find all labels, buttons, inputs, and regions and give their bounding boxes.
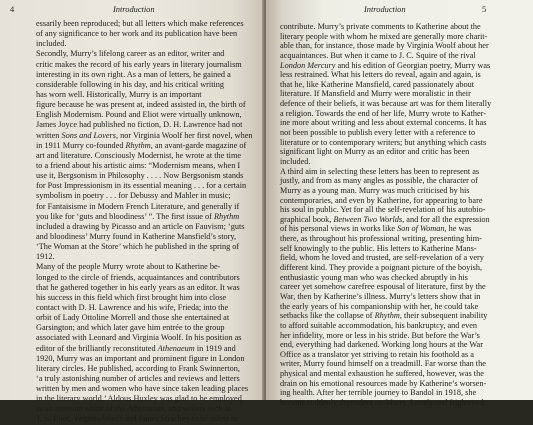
right-page	[266, 0, 533, 407]
text-line: symbolism in poetry . . . for Debussy and Mahler in music;	[36, 191, 231, 201]
text-line: field, whom he loved and trusted, are self-revelation of a very	[280, 253, 484, 263]
text-line: in 1911 Murry co-founded Rhythm, an avant-garde magazine of	[36, 140, 247, 150]
text-line: that he, like Katherine Mansfield, cared passionately about	[280, 79, 475, 89]
page-number-right: 5	[482, 5, 487, 14]
text-line: included.	[280, 156, 311, 166]
text-line: figure because he was present at, indeed assisted in, the birth of	[36, 100, 246, 110]
text-line: there, as throughout his professional writing, presenting him-	[280, 234, 482, 244]
text-line: in the literary world.’ Aldous Huxley was glad to be employed	[36, 394, 242, 404]
text-line: ing health. After her terrible journey to Bandol in 1918, she	[280, 388, 477, 398]
italic-title: Rhythm	[374, 311, 400, 321]
text-line: Many of the people Murry wrote about to Katherine be-	[36, 262, 221, 272]
text-line: ‘a truly astonishing number of articles and reviews and letters	[36, 373, 240, 383]
italic-title: Rhythm	[213, 211, 240, 221]
text-line: ine more about writing and less about external concerns. It has	[280, 118, 487, 128]
text-line: end, everything had darkened. Working long hours at the War	[280, 340, 483, 350]
text-line: English Modernism. Pound and Eliot were virtually unknown,	[36, 110, 242, 120]
running-head-title-right: Introduction	[364, 5, 406, 14]
text-line: Office as a translator yet striving to retain his foothold as a	[280, 349, 474, 359]
text-line: you like for ‘guts and bloodiness’ ”. The first issue of Rhythm	[36, 211, 240, 221]
text-line: significant light on Murry as an editor and critic has been	[280, 147, 470, 157]
text-line: different kind. They provide a poignant picture of the boyish,	[280, 263, 483, 273]
text-line: considerable following in his day, and his critical writing	[36, 79, 225, 89]
text-line: career yet somehow carefree espousal of literature, first by the	[280, 282, 486, 292]
text-line: a religion. Towards the end of her life, Murry wrote to Kather-	[280, 108, 486, 118]
text-line: justly, and from as many angles as possible, the character of	[280, 176, 478, 186]
text-line: Murry as a young man. Murry was much criticised by his	[280, 185, 470, 195]
page-number-left: 4	[10, 5, 15, 14]
text-line: enthusiastic young man who was checked abruptly in his	[280, 272, 468, 282]
left-page	[0, 0, 264, 424]
text-line: London Mercury and his edition of Georgian poetry, Murry was	[280, 60, 491, 70]
text-line: T. S. Eliot, Virginia Woolf and James Strachey to be asked to	[36, 414, 238, 424]
italic-title: Athenaeum	[157, 343, 195, 353]
italic-title: Rhythm	[125, 140, 151, 150]
text-line: setbacks like the collapse of Rhythm, their subsequent inability	[280, 311, 488, 321]
text-line: his success in this field which first brought him into close	[36, 292, 227, 302]
text-line: essarily been reproduced; but all letters which make references	[36, 19, 244, 28]
text-line: her infidelity, more or less in his stride. But before the War’s	[280, 330, 480, 340]
text-line: became suddenly dependent on Murry. Lonely and frightened,	[280, 397, 486, 407]
text-line: literature. If Mansfield and Murry were moralistic in their	[280, 89, 471, 99]
text-line: included.	[36, 39, 67, 49]
text-line: orbit of Lady Ottoline Morrell and those she entertained at	[36, 313, 230, 323]
text-line: to afford suitable accommodation, his bankruptcy, and even	[280, 320, 478, 330]
text-line: Garsington; and which later gave him entrée to the group	[36, 323, 225, 333]
text-line: writer, Murry found himself on a treadmill. Far worse than the	[280, 359, 486, 369]
text-line: ‘The Woman at the Store’ which he published in the spring of	[36, 242, 240, 252]
text-line: art and literature. Consciously Modernist, he wrote at the time	[36, 150, 242, 160]
italic-title: Son of Woman	[397, 224, 445, 234]
text-line: self knowingly to the public. His letters to Katherine Mans-	[280, 243, 477, 253]
text-line: of any significance to her work and its publication have been	[36, 29, 238, 39]
text-line: not been possible to publish every letter with a reference to	[280, 128, 476, 138]
text-line: written by men and women who have since taken leading places	[36, 384, 249, 394]
text-line: and bloodiness’ Murry found in Katherine Mansfield’s story,	[36, 231, 237, 241]
text-line: 1912.	[36, 252, 55, 262]
italic-title: Between Two Worlds	[333, 214, 403, 224]
text-line: written Sons and Lovers, nor Virginia Woolf her first novel, when	[36, 130, 253, 140]
text-line: 1920, Murry was an important and prominent figure in London	[36, 353, 245, 363]
text-line: for Post Impressionism in its essential meaning . . . for a certain	[36, 181, 247, 191]
text-line: to a friend about his artistic aims: “Modernism means, when I	[36, 160, 241, 170]
text-line: James Joyce had published no fiction, D. H. Lawrence had not	[36, 120, 243, 130]
left-page-text	[36, 19, 253, 425]
text-line: the early years of his companionship with her, he could take	[280, 301, 479, 311]
text-line: literary circles. He published, according to Frank Swinnerton,	[36, 363, 240, 373]
right-page-text	[280, 22, 491, 408]
text-line: as an assistant editor of the Athenaeum, and writers such as	[36, 404, 232, 414]
text-line: contemporaries, and even by Katherine, for appearing to bare	[280, 195, 483, 205]
text-line: of his personal views in works like Son of Woman, he was	[280, 224, 472, 234]
text-line: literary people with whom he mixed are generally more charit-	[280, 31, 488, 41]
text-line: physical and mental exhaustion he suffered, however, was the	[280, 369, 484, 379]
text-line: longed to the circle of friends, acquaintances and contributors	[36, 272, 240, 282]
text-line: Secondly, Murry’s lifelong career as an editor, writer and	[36, 49, 225, 59]
text-line: contact with D. H. Lawrence and his wife, Frieda; into the	[36, 302, 229, 312]
italic-title: London Mercury	[280, 60, 336, 70]
text-line: for Fantaisisme in Modern French Literature, and generally if	[36, 201, 240, 211]
text-line: defence of their beliefs, it was because art was for them literally	[280, 99, 492, 109]
text-line: War, then by Katherine’s illness. Murry’s letters show that in	[280, 291, 481, 301]
text-line: his soul in public. Yet for all the self-revelation of his autobio-	[280, 205, 486, 215]
text-line: acquaintances. But when it came to J. C. Squire of the rival	[280, 50, 476, 60]
text-line: graphical book, Between Two Worlds, and for all the expression	[280, 214, 490, 224]
text-line: A third aim in selecting these letters has been to represent as	[280, 166, 480, 176]
text-line: included a drawing by Picasso and an article on Fauvism; ‘guts	[36, 221, 245, 231]
text-line: interesting in its own right. As a man of letters, he gained a	[36, 69, 231, 79]
italic-title: Sons and Lovers	[61, 130, 116, 140]
text-line: less restrained. What his letters do reveal, again and again, is	[280, 70, 481, 80]
running-head-title-left: Introduction	[113, 5, 155, 14]
text-line: literature or to contemporary writers; but anything which casts	[280, 137, 487, 147]
text-line: use it, Bergsonism in Philosophy . . . . Now Bergsonism stands	[36, 171, 244, 181]
text-line: drain on his emotional resources made by Katherine’s worsen-	[280, 378, 487, 388]
italic-title: Athenaeum	[127, 404, 165, 414]
text-line: able than, for instance, those made by Virginia Woolf about her	[280, 41, 489, 51]
text-line: critic makes the record of his early years in literary journalism	[36, 59, 242, 69]
text-line: associated with Leonard and Virginia Woolf. In his position as	[36, 333, 242, 343]
text-line: that he gathered together in his early years as an editor. It was	[36, 282, 240, 292]
text-line: contribute. Murry’s private comments to Katherine about the	[280, 22, 481, 31]
text-line: editor of the brilliantly reconstituted Athenaeum in 1919 and	[36, 343, 236, 353]
text-line: has worn well. Historically, Murry is an important	[36, 89, 202, 99]
